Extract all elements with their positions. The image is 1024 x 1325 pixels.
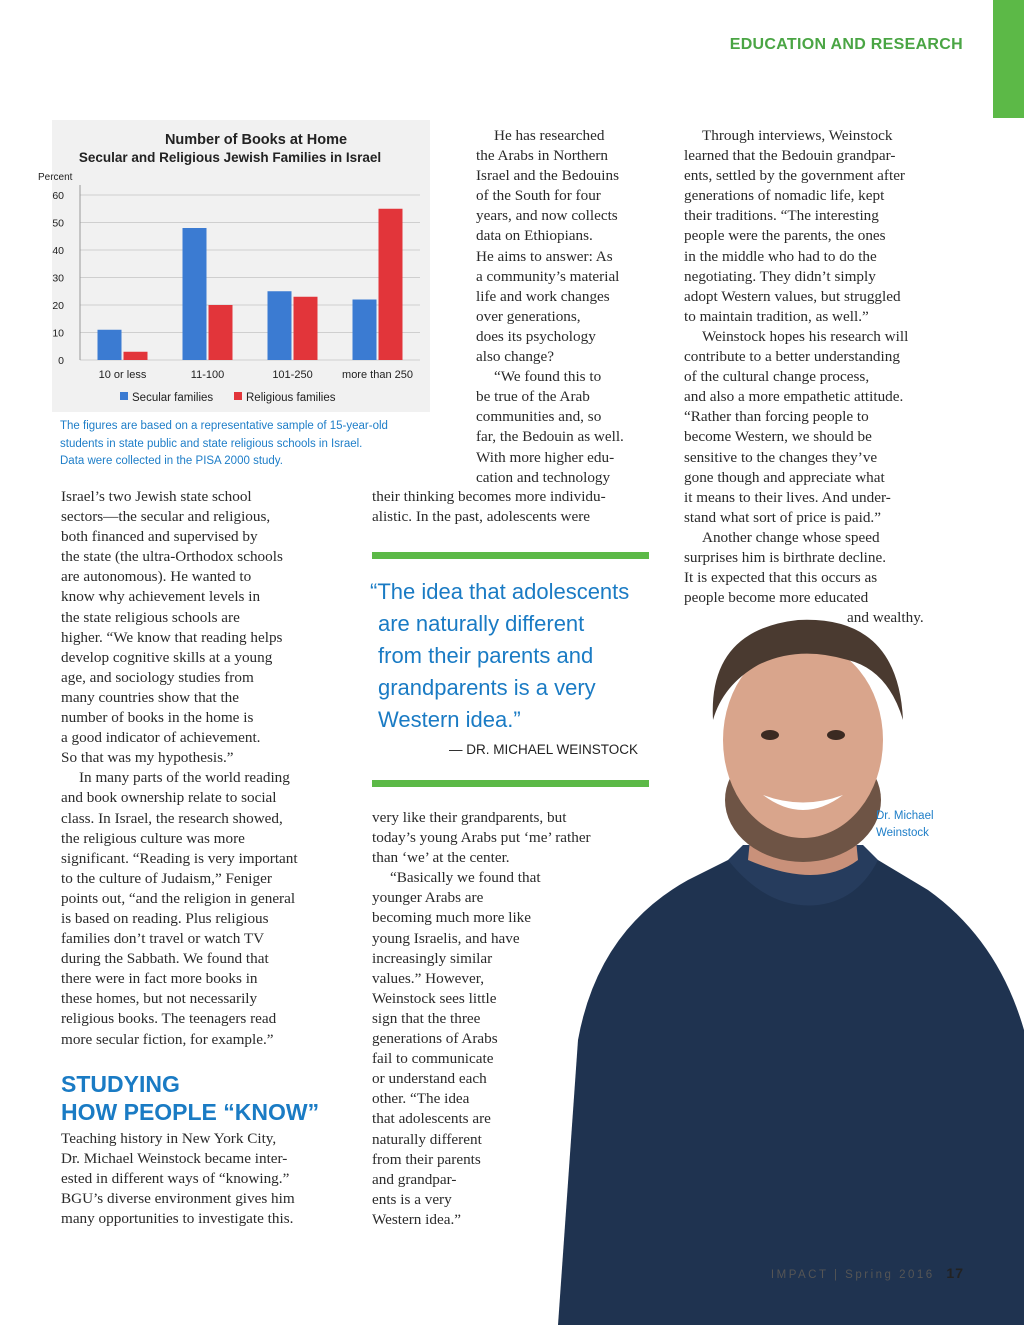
chart-y-tick: 50: [52, 217, 64, 230]
pull-quote-line: “The idea that adolescents: [370, 579, 630, 604]
chart-y-tick: 40: [52, 245, 64, 257]
chart-bar-secular: [98, 330, 122, 360]
chart-y-tick: 60: [52, 190, 64, 202]
section-color-tab: [993, 0, 1024, 118]
chart-bar-religious: [124, 352, 148, 360]
page-footer: [771, 1265, 964, 1281]
chart-caption-line: The figures are based on a representative sample of 15-year-old: [60, 420, 388, 432]
section-heading-line: HOW PEOPLE “KNOW”: [61, 1099, 320, 1125]
paragraph: Teaching history in New York City, Dr. Michael Weinstock became inter- ested in different ways of “knowing.” BGU’s diverse environment gives him many opportunities to investigate this.: [61, 1130, 295, 1228]
chart-svg: [38, 120, 430, 412]
paragraph: their thinking becomes more individu- alistic. In the past, adolescents were: [372, 488, 606, 526]
chart-subtitle: Secular and Religious Jewish Families in Israel: [78, 150, 382, 165]
sweater: [558, 860, 1024, 1325]
chart-x-tick: 11-100: [190, 369, 225, 381]
legend-swatch: [234, 392, 242, 400]
paragraph: Through interviews, Weinstock learned that the Bedouin grandpar- ents, settled by the government after generations of nomadic life, kept their traditions. “The interesting people were the parents, the ones in the middle who had to do the negotiating. They didn’t simply adopt Western values, but struggled to maintain tradition, as well.”: [684, 127, 905, 325]
section-heading: [61, 1070, 319, 1126]
paragraph-end: and wealthy.: [847, 609, 924, 627]
chart-bar-religious: [294, 297, 318, 360]
legend-swatch: [120, 392, 128, 400]
chart-caption-line: Data were collected in the PISA 2000 study.: [60, 455, 283, 467]
chart-title: Number of Books at Home: [164, 132, 348, 148]
eye-right: [827, 730, 845, 740]
paragraph: very like their grandparents, but today’s young Arabs put ‘me’ rather than ‘we’ at the center.: [372, 809, 591, 867]
column-3: [684, 126, 974, 628]
legend-label: Religious families: [246, 392, 336, 404]
chart-bar-secular: [183, 228, 207, 360]
chart-bar-secular: [268, 291, 292, 360]
quote-rule-top: [372, 552, 649, 559]
chart-caption-line: students in state public and state religious schools in Israel.: [60, 437, 363, 450]
photo-caption-line: Dr. Michael: [876, 810, 934, 822]
chart-y-tick: 0: [58, 355, 64, 367]
pull-quote-line: from their parents and: [378, 643, 594, 668]
chart-caption: [60, 418, 388, 471]
section-label: EDUCATION AND RESEARCH: [729, 36, 963, 53]
chart-y-tick: 30: [52, 272, 64, 285]
chart-x-tick: 101-250: [272, 369, 313, 381]
paragraph: He has researched the Arabs in Northern Israel and the Bedouins of the South for four years, and now collects data on Ethiopians. He aims to answer: As a community’s material life and work changes over generations, does its psychology also change?: [476, 127, 620, 366]
chart-bar-secular: [353, 300, 377, 361]
chart-y-tick: 10: [52, 327, 64, 340]
paragraph: Weinstock hopes his research will contribute to a better understanding of the cultural change process, and also a more empathetic attitude. “Rather than forcing people to become Western, we should be sensitive to the changes they’ve gone though and appreciate what it means to their lives. And under- stand what sort of price is paid.”: [684, 327, 909, 526]
paragraph: Israel’s two Jewish state school sectors—the secular and religious, both financed and supervised by the state (the ultra-Orthodox schools are autonomous). He wanted to know why achievement levels in the state religious schools are higher. “We know that reading helps develop cognitive skills at a young age, and sociology studies from many countries show that the number of books in the home is a good indicator of achievement. So that was my hypothesis.”: [61, 488, 283, 767]
chart-y-label: Percent: [38, 172, 73, 183]
portrait-photo: [518, 610, 1024, 1325]
eye-left: [761, 730, 779, 740]
chart-bar-religious: [379, 209, 403, 360]
quote-attribution: — DR. MICHAEL WEINSTOCK: [448, 742, 638, 757]
paragraph: “We found this to be true of the Arab communities and, so far, the Bedouin as well. With more higher edu- cation and technology: [476, 368, 624, 486]
chart-y-tick: 20: [52, 300, 64, 312]
page-number: 17: [946, 1265, 964, 1281]
pull-quote-line: Western idea.”: [378, 707, 521, 732]
pull-quote-line: are naturally different: [378, 611, 585, 636]
books-chart: [38, 120, 430, 412]
chart-bar-religious: [209, 305, 233, 360]
publication-name: IMPACT | Spring 2016: [770, 1269, 935, 1281]
paragraph: In many parts of the world reading and book ownership relate to social class. In Israel, the research showed, the religious culture was more significant. “Reading is very important to the culture of Judaism,” Feniger points out, “and the religion in general is based on reading. Plus religious families don’t travel or watch TV during the Sabbath. We found that there were in fact more books in these homes, but not necessarily religious books. The teenagers read more secular fiction, for example.”: [61, 769, 298, 1048]
column-2-wide: [372, 487, 672, 527]
legend-label: Secular families: [132, 392, 214, 404]
column-2-top: [476, 126, 676, 488]
section-heading-line: STUDYING: [61, 1071, 180, 1097]
pull-quote-line: grandparents is a very: [378, 675, 596, 700]
paragraph: Another change whose speed surprises him is birthrate decline. It is expected that this occurs as people become more educated: [684, 528, 887, 607]
chart-x-tick: 10 or less: [98, 369, 147, 381]
chart-x-tick: more than 250: [342, 369, 413, 381]
photo-caption: [876, 808, 934, 842]
column-1-bottom: [61, 1129, 361, 1229]
column-1-top: [61, 487, 351, 1050]
paragraph: “Basically we found that younger Arabs are becoming much more like young Israelis, and have increasingly similar values.” However, Weinstock sees little sign that the three generations of Arabs fail to communicate or understand each other. “The idea that adolescents are naturally different from their parents and grandpar- ents is a very Western idea.”: [372, 869, 541, 1228]
photo-caption-line: Weinstock: [876, 827, 929, 839]
